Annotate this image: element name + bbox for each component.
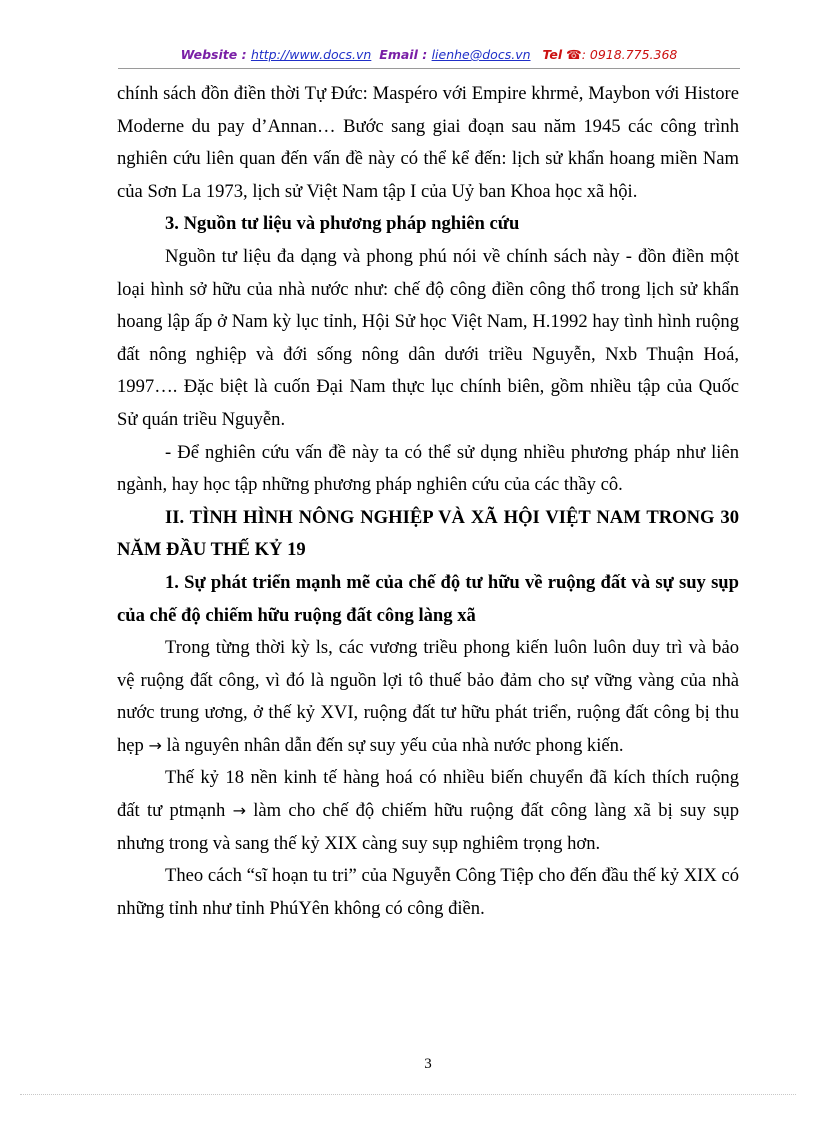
email-label: Email xyxy=(379,47,418,62)
email-link[interactable]: lienhe@docs.vn xyxy=(431,47,531,62)
paragraph-4-part-a: Trong từng thời kỳ ls, các vương triều phong kiến luôn luôn duy trì và bảo vệ ruộng đất công, vì đó là nguồn lợi tô thuế bảo đảm cho sự vững vàng của nhà nước trung ương, ở thế kỷ XVI, ruộng đất tư hữu phát triển, ruộng đất công bị thu hẹp xyxy=(117,637,739,756)
paragraph-2: Nguồn tư liệu đa dạng và phong phú nói về chính sách này - đồn điền một loại hình sở hữu của nhà nước như: chế độ công điền công thổ trong lịch sử khẩn hoang lập ấp ở Nam kỳ lục tỉnh, Hội Sử học Việt Nam, H.1992 hay tình hình ruộng đất nông nghiệp và đới sống nông dân dưới triều Nguyễn, Nxb Thuận Hoá, 1997…. Đặc biệt là cuốn Đại Nam thực lục chính biên, gồm nhiều tập của Quốc Sử quán triều Nguyễn. xyxy=(117,245,739,430)
tel-number: : 0918.775.368 xyxy=(581,47,678,62)
arrow-icon: → xyxy=(232,801,246,821)
page-number: 3 xyxy=(424,1056,432,1072)
arrow-icon: → xyxy=(148,735,162,755)
paragraph-4 xyxy=(117,632,739,762)
website-colon: : xyxy=(237,47,251,62)
paragraph-4-part-b: là nguyên nhân dẫn đến sự suy yếu của nhà nước phong kiến. xyxy=(161,734,624,756)
paragraph-5-part-b: làm cho chế độ chiếm hữu ruộng đất công làng xã bị suy sụp nhưng trong và sang thế kỷ XIX càng suy sụp nghiêm trọng hơn. xyxy=(117,800,739,854)
paragraph-5 xyxy=(117,762,739,860)
document-body xyxy=(117,78,739,925)
tel-label: Tel xyxy=(542,47,563,62)
chapter-heading-ii: II. TÌNH HÌNH NÔNG NGHIỆP VÀ XÃ HỘI VIỆT NAM TRONG 30 NĂM ĐẦU THẾ KỶ 19 xyxy=(117,506,739,561)
website-link[interactable]: http://www.docs.vn xyxy=(250,47,372,62)
subsection-heading-1: 1. Sự phát triển mạnh mẽ của chế độ tư hữu về ruộng đất và sự suy sụp của chế độ chiếm hữu ruộng đất công làng xã xyxy=(117,571,739,626)
email-colon: : xyxy=(417,47,432,62)
paragraph-6: Theo cách “sĩ hoạn tu tri” của Nguyễn Công Tiệp cho đến đầu thế kỷ XIX có những tỉnh như tỉnh PhúYên không có công điền. xyxy=(117,865,739,919)
page-header xyxy=(118,44,740,69)
paragraph-3: - Để nghiên cứu vấn đề này ta có thể sử dụng nhiều phương pháp như liên ngành, hay học tập những phương pháp nghiên cứu của các thầy cô. xyxy=(117,441,739,496)
paragraph-5-part-a: Thế kỷ 18 nền kinh tế hàng hoá có nhiều biến chuyển đã kích thích ruộng đất tư ptmạnh xyxy=(117,767,739,822)
phone-icon: ☎ xyxy=(566,47,582,62)
section-heading-3: 3. Nguồn tư liệu và phương pháp nghiên cứu xyxy=(165,213,520,235)
page-bottom-border xyxy=(20,1094,796,1095)
website-label: Website xyxy=(180,47,238,62)
paragraph-1: chính sách đồn điền thời Tự Đức: Maspéro với Empire khrmẻ, Maybon với Histore Moderne du pay d’Annan… Bước sang giai đoạn sau năm 1945 các công trình nghiên cứu liên quan đến vấn đề này có thể kể đến: lịch sử khẩn hoang miền Nam của Sơn La 1973, lịch sử Việt Nam tập I của Uỷ ban Khoa học xã hội. xyxy=(117,83,739,202)
